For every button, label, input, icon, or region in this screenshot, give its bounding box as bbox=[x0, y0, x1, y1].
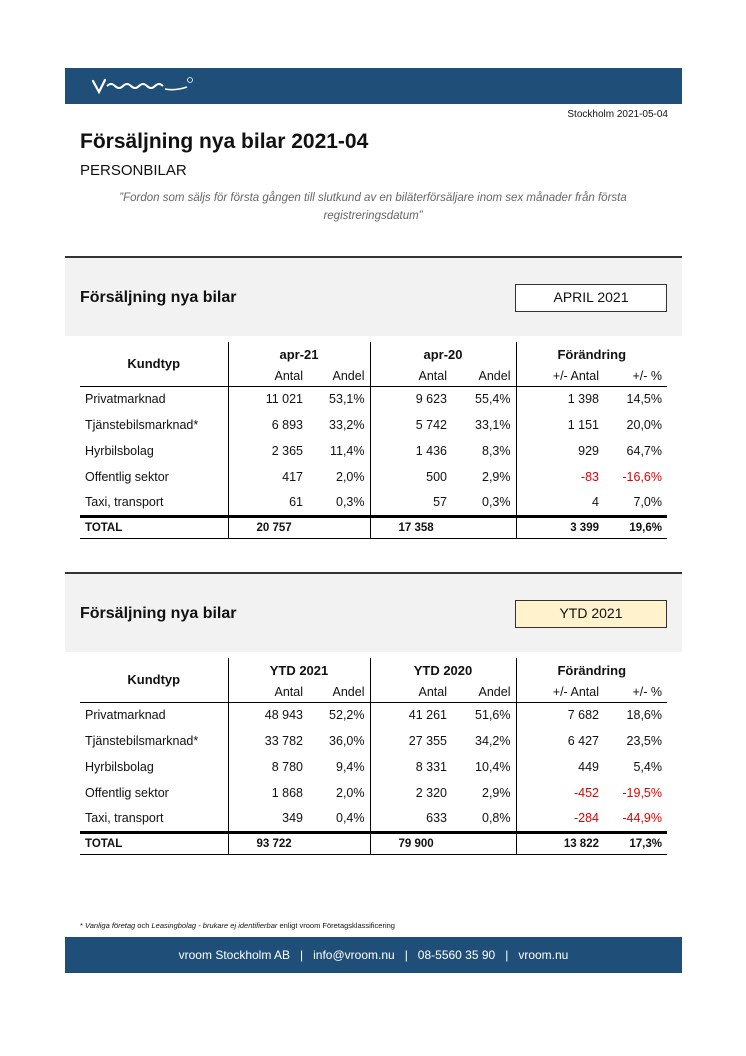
cell-diff-antal: 929 bbox=[516, 438, 604, 464]
total-row bbox=[80, 516, 667, 538]
sub-header: Andel bbox=[478, 684, 511, 699]
cell-andel-previous: 34,2% bbox=[475, 734, 511, 748]
total-label: TOTAL bbox=[80, 516, 228, 538]
total-row bbox=[80, 832, 667, 854]
cell-diff-antal: 6 427 bbox=[516, 728, 604, 754]
sub-header: +/- % bbox=[632, 368, 662, 383]
footnote-italic-1: Vanliga företag bbox=[85, 921, 136, 930]
total-antal-previous: 79 900 bbox=[370, 832, 516, 854]
cell-diff-antal: 7 682 bbox=[516, 702, 604, 728]
cell-diff-pct: -16,6% bbox=[622, 470, 662, 484]
cell-diff-pct: 23,5% bbox=[626, 734, 662, 748]
cell-antal-previous: 8 331 bbox=[370, 754, 452, 780]
row-label: Taxi, transport bbox=[85, 495, 164, 510]
cell-antal-current: 8 780 bbox=[228, 754, 308, 780]
table-row bbox=[80, 754, 667, 780]
ytd-table bbox=[80, 658, 667, 855]
row-label: Tjänstebilsmarknad* bbox=[85, 734, 199, 748]
cell-andel-current: 11,4% bbox=[329, 444, 365, 458]
table-row bbox=[80, 728, 667, 754]
cell-andel-previous: 2,9% bbox=[482, 786, 511, 800]
cell-antal-previous: 5 742 bbox=[370, 412, 452, 438]
cell-antal-previous: 41 261 bbox=[370, 702, 452, 728]
sub-header: Andel bbox=[478, 368, 511, 383]
cell-andel-current: 2,0% bbox=[336, 786, 365, 800]
vroom-logo bbox=[89, 75, 199, 97]
total-diff-antal: 3 399 bbox=[516, 516, 604, 538]
footnote-star: * bbox=[80, 921, 83, 930]
cell-andel-current: 9,4% bbox=[336, 760, 365, 774]
cell-antal-current: 11 021 bbox=[228, 386, 308, 412]
ytd-section bbox=[65, 572, 682, 864]
cell-diff-pct: 14,5% bbox=[604, 386, 667, 412]
sub-header: +/- Antal bbox=[516, 366, 604, 386]
col-group-previous: apr-20 bbox=[370, 342, 516, 366]
table-row bbox=[80, 438, 667, 464]
col-group-change: Förändring bbox=[516, 658, 667, 682]
definition-quote: ”Fordon som säljs för första gången till slutkund av en biläterförsäljare inom sex månader från första registreringsdatum” bbox=[119, 192, 627, 222]
ytd-period-box: YTD 2021 bbox=[515, 600, 667, 628]
cell-diff-pct: 7,0% bbox=[633, 495, 662, 510]
col-group-change: Förändring bbox=[516, 342, 667, 366]
row-label: Hyrbilsbolag bbox=[85, 760, 154, 774]
table-row bbox=[80, 386, 667, 412]
table-row bbox=[80, 780, 667, 806]
cell-diff-pct: -19,5% bbox=[622, 786, 662, 800]
cell-antal-current: 48 943 bbox=[228, 702, 308, 728]
footnote-rest: enligt vroom Företagsklassificering bbox=[279, 921, 395, 930]
total-antal-previous: 17 358 bbox=[370, 516, 516, 538]
row-label: Offentlig sektor bbox=[85, 470, 169, 484]
cell-diff-antal: 1 398 bbox=[516, 386, 604, 412]
page-title: Försäljning nya bilar 2021-04 bbox=[80, 130, 369, 153]
row-label: Offentlig sektor bbox=[85, 786, 169, 800]
col-kundtyp: Kundtyp bbox=[127, 672, 181, 688]
total-label: TOTAL bbox=[80, 832, 228, 854]
cell-antal-previous: 500 bbox=[370, 464, 452, 490]
ytd-section-header bbox=[65, 572, 682, 652]
row-label: Hyrbilsbolag bbox=[85, 444, 154, 458]
monthly-section bbox=[65, 256, 682, 548]
cell-andel-current: 52,2% bbox=[308, 702, 370, 728]
sub-header: Antal bbox=[370, 682, 452, 702]
row-label: Tjänstebilsmarknad* bbox=[85, 418, 199, 432]
sub-header: Andel bbox=[332, 368, 365, 383]
cell-diff-pct: -44,9% bbox=[622, 811, 662, 826]
cell-antal-previous: 27 355 bbox=[370, 728, 452, 754]
col-group-current: YTD 2021 bbox=[228, 658, 370, 682]
total-diff-antal: 13 822 bbox=[516, 832, 604, 854]
sub-header: +/- Antal bbox=[516, 682, 604, 702]
col-group-current: apr-21 bbox=[228, 342, 370, 366]
table-row bbox=[80, 490, 667, 516]
cell-diff-antal: -452 bbox=[516, 780, 604, 806]
cell-diff-antal: -284 bbox=[516, 806, 604, 832]
cell-diff-pct: 64,7% bbox=[626, 444, 662, 458]
col-group-previous: YTD 2020 bbox=[370, 658, 516, 682]
footer-bar bbox=[65, 937, 682, 973]
cell-andel-previous: 8,3% bbox=[482, 444, 511, 458]
table-row bbox=[80, 806, 667, 832]
cell-antal-current: 1 868 bbox=[228, 780, 308, 806]
cell-diff-antal: 1 151 bbox=[516, 412, 604, 438]
footnote bbox=[80, 921, 395, 930]
cell-diff-antal: 449 bbox=[516, 754, 604, 780]
monthly-period-box: APRIL 2021 bbox=[515, 284, 667, 312]
cell-andel-previous: 0,3% bbox=[482, 495, 511, 510]
cell-antal-current: 2 365 bbox=[228, 438, 308, 464]
cell-diff-antal: 4 bbox=[516, 490, 604, 516]
page-subtitle: PERSONBILAR bbox=[80, 162, 187, 179]
cell-andel-current: 0,3% bbox=[336, 495, 365, 510]
total-diff-pct: 19,6% bbox=[604, 516, 667, 538]
monthly-section-title: Försäljning nya bilar bbox=[80, 289, 237, 306]
cell-antal-current: 417 bbox=[228, 464, 308, 490]
monthly-section-header bbox=[65, 256, 682, 336]
row-label: Taxi, transport bbox=[85, 811, 164, 826]
report-date: Stockholm 2021-05-04 bbox=[567, 109, 668, 120]
cell-antal-previous: 2 320 bbox=[370, 780, 452, 806]
cell-antal-previous: 633 bbox=[370, 806, 452, 832]
monthly-table bbox=[80, 342, 667, 539]
cell-antal-current: 349 bbox=[228, 806, 308, 832]
total-diff-pct: 17,3% bbox=[604, 832, 667, 854]
row-label: Privatmarknad bbox=[80, 386, 228, 412]
cell-andel-current: 53,1% bbox=[308, 386, 370, 412]
cell-antal-current: 6 893 bbox=[228, 412, 308, 438]
cell-antal-previous: 57 bbox=[370, 490, 452, 516]
cell-diff-pct: 20,0% bbox=[626, 418, 662, 432]
ytd-section-title: Försäljning nya bilar bbox=[80, 605, 237, 622]
cell-andel-previous: 33,1% bbox=[475, 418, 511, 432]
cell-diff-pct: 18,6% bbox=[604, 702, 667, 728]
cell-antal-previous: 9 623 bbox=[370, 386, 452, 412]
row-label: Privatmarknad bbox=[80, 702, 228, 728]
header-bar bbox=[65, 68, 682, 104]
sub-header: Antal bbox=[228, 366, 308, 386]
sub-header: Antal bbox=[370, 366, 452, 386]
footnote-italic-2: Leasingbolag - brukare ej identifierbar bbox=[151, 921, 278, 930]
cell-andel-previous: 51,6% bbox=[452, 702, 516, 728]
sub-header: Andel bbox=[332, 684, 365, 699]
sub-header: +/- % bbox=[632, 684, 662, 699]
cell-andel-current: 36,0% bbox=[329, 734, 365, 748]
cell-andel-current: 2,0% bbox=[336, 470, 365, 484]
cell-diff-pct: 5,4% bbox=[633, 760, 662, 774]
cell-andel-current: 0,4% bbox=[336, 811, 365, 826]
sub-header: Antal bbox=[228, 682, 308, 702]
cell-andel-previous: 2,9% bbox=[482, 470, 511, 484]
cell-antal-current: 33 782 bbox=[228, 728, 308, 754]
cell-andel-previous: 0,8% bbox=[482, 811, 511, 826]
cell-andel-previous: 55,4% bbox=[452, 386, 516, 412]
cell-antal-previous: 1 436 bbox=[370, 438, 452, 464]
cell-andel-previous: 10,4% bbox=[475, 760, 511, 774]
total-antal-current: 93 722 bbox=[228, 832, 370, 854]
col-kundtyp: Kundtyp bbox=[127, 356, 181, 372]
cell-diff-antal: -83 bbox=[516, 464, 604, 490]
footnote-mid: och bbox=[137, 921, 150, 930]
total-antal-current: 20 757 bbox=[228, 516, 370, 538]
table-row bbox=[80, 464, 667, 490]
table-row bbox=[80, 412, 667, 438]
cell-andel-current: 33,2% bbox=[329, 418, 365, 432]
footer-contact: vroom Stockholm AB | info@vroom.nu | 08-5560 35 90 | vroom.nu bbox=[178, 948, 569, 962]
table-row bbox=[80, 702, 667, 728]
cell-antal-current: 61 bbox=[228, 490, 308, 516]
